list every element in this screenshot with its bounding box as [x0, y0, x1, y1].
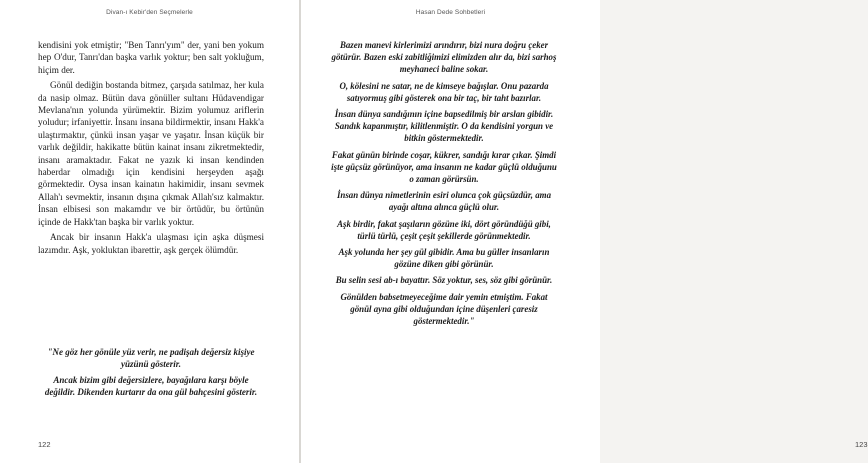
- right-page-number: 123: [855, 440, 868, 449]
- left-page-body: [38, 39, 264, 259]
- right-page-body: [331, 39, 557, 331]
- right-paragraph-7: Aşk yolunda her şey gül gibidir. Ama bu güller insanların gözüne diken gibi görünür.: [338, 247, 550, 270]
- right-paragraph-4: Fakat günün birinde coşar, kükrer, sandığı kırar çıkar. Şimdi işte güçsüz görünüyor, ama insanın ne kadar güçlü olduğunu o zaman görürsün.: [331, 149, 557, 185]
- right-paragraph-3: İnsan dünya sandığının içine bapsedilmiş bir arslan gibidir. Sandık kapanmıştır, kilitlenmiştir. O da kendisini yorgun ve bitkin göstermektedir.: [334, 109, 554, 144]
- left-paragraph-1: kendisini yok etmiştir; "Ben Tanrı'yım" der, yani ben yokum hep O'dur, Tanrı'dan başka varlık yoktur; ben salt yokluğum, hiçim der.: [38, 40, 264, 75]
- left-paragraph-3: Ancak bir insanın Hakk'a ulaşması için aşka düşmesi lazımdır. Aşk, yokluktan ibarettir, aşk gerçek ölümdür.: [38, 232, 264, 255]
- quote-line-2: Ancak bizim gibi değersizlere, bayağılara karşı böyle değildir. Dikenden kurtarır da ona gül bahçesini gösterir.: [44, 374, 258, 397]
- right-paragraph-2: O, kölesini ne satar, ne de kimseye bağışlar. Onu pazarda satıyormuş gibi gösterek ona bir taç, bir taht bazırlar.: [339, 80, 549, 103]
- left-running-head: Divan-ı Kebir'den Seçmelerle: [106, 9, 193, 16]
- right-paragraph-5: İnsan dünya nimetlerinin esiri olunca çok güçsüzdür, ama ayağı altına alınca güçlü olur.: [336, 190, 552, 213]
- left-paragraph-2: Gönül dediğin bostanda bitmez, çarşıda satılmaz, her kula da nasip olmaz. Bütün dava gönüller sultanı Hüdavendigar Mevlana'nın yolunda yürümektir. Bizim yolumuz ariflerin yoludur; irfaniyettir. İnsanı insana bildirmektir, insanı Hakk'a ulaştırmaktır, çünkü insan yaşar ve yaşatır. İnsan küçük bir varlık değildir, hakikatte bütün kainat insanı zikretmektedir, insanı aramaktadır. Fakat ne yazık ki insan kendinden haberdar olmadığı için kendisini herşeyden aşağı görmektedir. Oysa insan kainatın hakimidir, insanı sevmek Allah'ı sevmektir, insanın dışına çıkmak Allah'sız kalmaktır. İnsan elbisesi son makamdır ve bir örtüdür, bu örtünün içinde de Hakk'tan başka bir varlık yoktur.: [38, 80, 264, 227]
- right-paragraph-8: Bu selin sesi ab-ı bayattır. Söz yoktur, ses, söz gibi görünür.: [335, 275, 553, 286]
- right-paragraph-9: Gönülden babsetmeyeceğime dair yemin etmiştim. Fakat gönül ayna gibi olduğundan içine düşenleri çaresiz göstermektedir.": [340, 291, 548, 327]
- left-page-number: 122: [38, 440, 51, 449]
- left-page-quote: [38, 346, 264, 401]
- left-page: [0, 0, 299, 463]
- quote-line-1: "Ne göz her gönüle yüz verir, ne padişah değersiz kişiye yüzünü gösterir.: [47, 347, 255, 370]
- right-paragraph-6: Aşk birdir, fakat şaşıların gözüne iki, dört göründüğü gibi, türlü türlü, çeşit çeşit şekillerde görünmektedir.: [337, 218, 551, 241]
- right-running-head: Hasan Dede Sohbetleri: [415, 9, 486, 16]
- right-paragraph-1: Bazen manevi kirlerimizi arındırır, bizi nura doğru çeker götürür. Bazen eski zabitliğimizi elimizden alır da, bizi sarhoş meyhaneci baline sokar.: [331, 40, 557, 75]
